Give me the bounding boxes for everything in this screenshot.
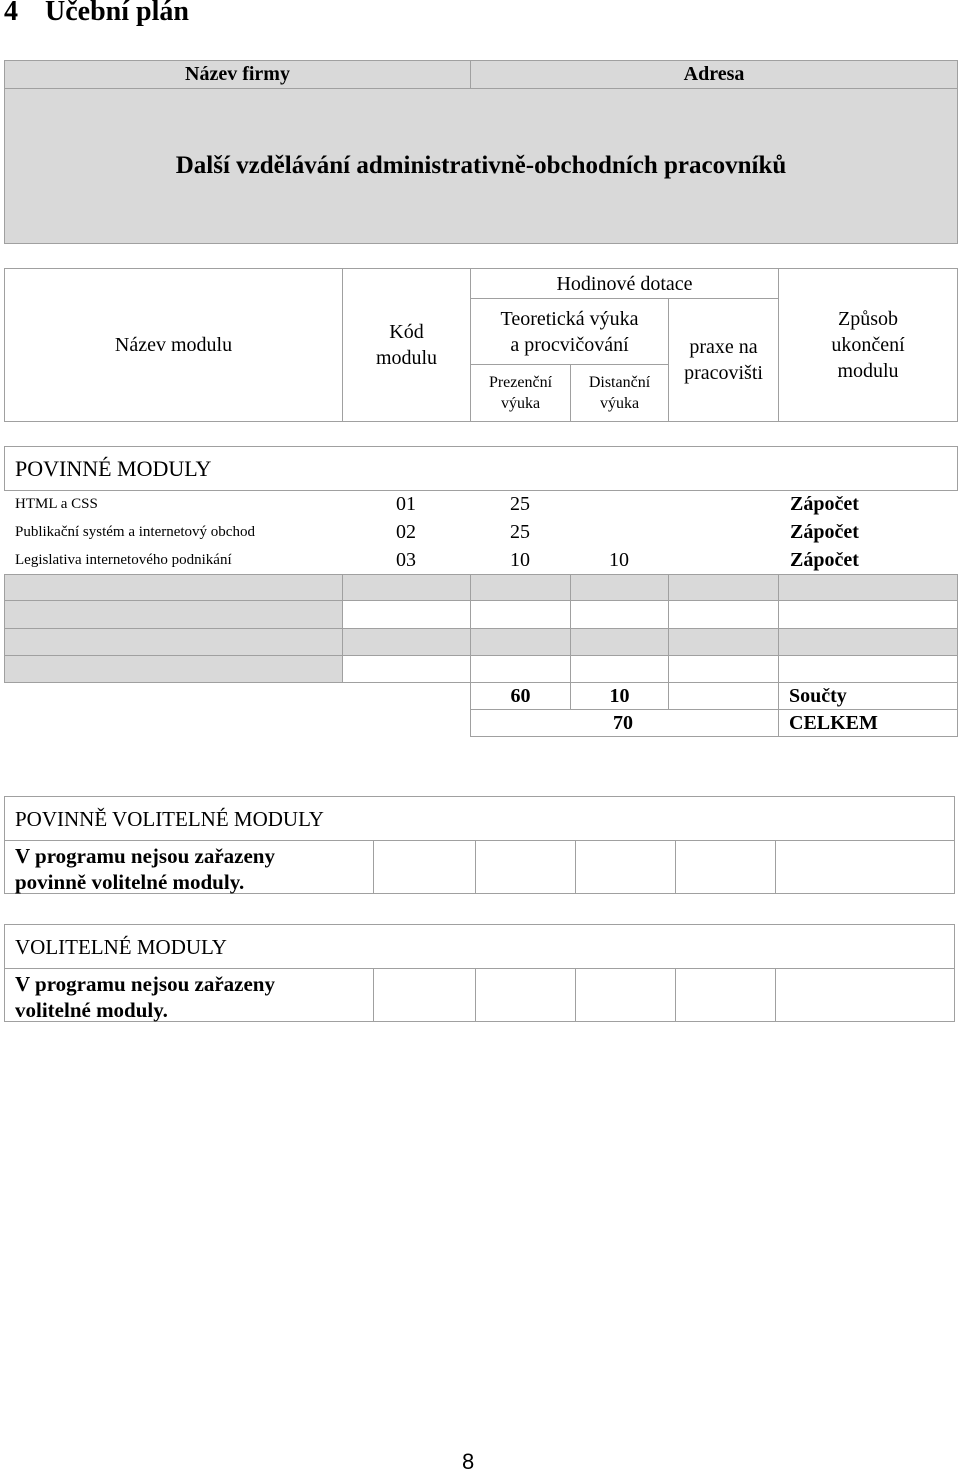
total-practice xyxy=(668,682,779,710)
completion-header: Způsob ukončení modulu xyxy=(778,268,958,422)
table-row xyxy=(4,546,958,574)
distance-header: Distanční výuka xyxy=(570,364,669,422)
empty-cell xyxy=(668,655,779,683)
empty-cell xyxy=(342,600,471,629)
completion-type: Zápočet xyxy=(790,493,859,515)
required-elective-label: POVINNĚ VOLITELNÉ MODULY xyxy=(15,807,324,831)
empty-cell xyxy=(570,600,669,629)
module-code-header: Kód modulu xyxy=(342,268,471,422)
in-person-header: Prezenční výuka xyxy=(470,364,571,422)
empty-cell xyxy=(4,655,343,683)
empty-cell xyxy=(775,840,955,894)
empty-cell xyxy=(342,574,471,601)
empty-cell xyxy=(470,600,571,629)
empty-cell xyxy=(373,968,476,1022)
table-row xyxy=(4,490,958,518)
empty-cell xyxy=(470,655,571,683)
module-code: 01 xyxy=(396,493,416,515)
empty-cell xyxy=(675,840,776,894)
empty-cell xyxy=(373,840,476,894)
empty-cell xyxy=(668,628,779,656)
overall-total-cell xyxy=(470,709,779,737)
elective-label-cell xyxy=(4,924,955,969)
overall-label-cell xyxy=(778,709,958,737)
elective-note-line2: volitelné moduly. xyxy=(15,998,168,1022)
empty-cell xyxy=(668,574,779,601)
practice-header: praxe na pracovišti xyxy=(668,298,779,422)
company-name-header: Název firmy xyxy=(4,60,471,89)
empty-cell xyxy=(470,628,571,656)
required-elective-label-cell xyxy=(4,796,955,841)
in-person-hours: 25 xyxy=(510,521,530,543)
address-header: Adresa xyxy=(470,60,958,89)
section-title: Učební plán xyxy=(45,0,189,27)
empty-cell xyxy=(570,628,669,656)
totals-label-cell xyxy=(778,682,958,710)
empty-cell xyxy=(575,840,676,894)
empty-cell xyxy=(570,655,669,683)
empty-cell xyxy=(778,574,958,601)
empty-cell xyxy=(778,628,958,656)
empty-cell xyxy=(4,574,343,601)
empty-cell xyxy=(570,574,669,601)
module-code: 03 xyxy=(396,549,416,571)
page-number: 8 xyxy=(462,1449,475,1474)
table-row xyxy=(4,518,958,546)
empty-cell xyxy=(675,968,776,1022)
elective-note-line1: V programu nejsou zařazeny xyxy=(15,972,275,996)
empty-cell xyxy=(342,655,471,683)
total-in-person: 60 xyxy=(470,682,571,710)
section-heading xyxy=(4,0,189,28)
required-elective-note-line1: V programu nejsou zařazeny xyxy=(15,844,275,868)
required-elective-note-line2: povinně volitelné moduly. xyxy=(15,870,245,894)
theory-header: Teoretická výuka a procvičování xyxy=(470,298,669,365)
empty-cell xyxy=(4,628,343,656)
module-name: Legislativa internetového podnikání xyxy=(15,552,232,568)
required-modules-label: POVINNÉ MODULY xyxy=(15,456,212,481)
overall-total: 70 xyxy=(613,712,633,734)
empty-cell xyxy=(575,968,676,1022)
total-distance: 10 xyxy=(570,682,669,710)
completion-type: Zápočet xyxy=(790,549,859,571)
empty-cell xyxy=(475,968,576,1022)
required-modules-label-cell xyxy=(4,446,958,491)
module-name-header: Název modulu xyxy=(4,268,343,422)
hours-header: Hodinové dotace xyxy=(470,268,779,299)
module-name: Publikační systém a internetový obchod xyxy=(15,524,255,540)
in-person-hours: 10 xyxy=(510,549,530,571)
empty-cell xyxy=(342,628,471,656)
required-elective-note-cell xyxy=(4,840,374,894)
in-person-hours: 25 xyxy=(510,493,530,515)
completion-type: Zápočet xyxy=(790,521,859,543)
module-code: 02 xyxy=(396,521,416,543)
empty-cell xyxy=(475,840,576,894)
program-title: Další vzdělávání administrativně-obchodních pracovníků xyxy=(4,88,958,244)
empty-cell xyxy=(778,600,958,629)
overall-label: CELKEM xyxy=(789,712,878,734)
empty-cell xyxy=(668,600,779,629)
empty-cell xyxy=(470,574,571,601)
elective-note-cell xyxy=(4,968,374,1022)
totals-label: Součty xyxy=(789,685,847,707)
empty-cell xyxy=(4,600,343,629)
empty-cell xyxy=(775,968,955,1022)
module-name: HTML a CSS xyxy=(15,496,98,512)
empty-cell xyxy=(778,655,958,683)
elective-label: VOLITELNÉ MODULY xyxy=(15,935,227,959)
distance-hours: 10 xyxy=(609,549,629,571)
section-number: 4 xyxy=(4,0,18,27)
